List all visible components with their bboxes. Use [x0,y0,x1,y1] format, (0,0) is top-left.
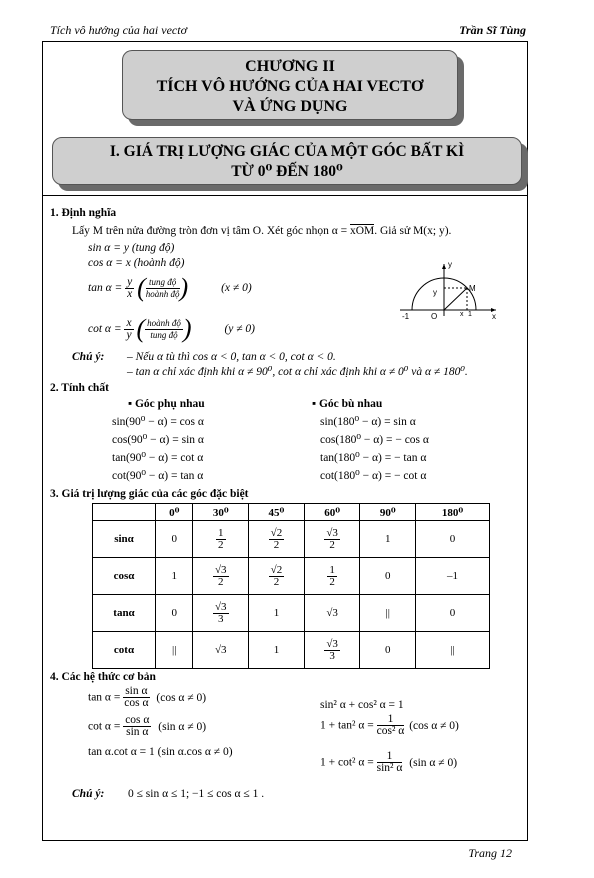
table-cell: –1 [416,558,490,595]
table-cell-fraction [213,565,229,588]
radius-om [444,288,467,310]
fraction-numerator: √2 [270,526,283,539]
table-header-90: 90⁰ [360,504,416,521]
s4-note-label: Chú ý: [72,788,105,800]
fraction-numerator: √3 [215,563,227,576]
s2-left-title: ▪ Góc phụ nhau [128,398,205,410]
s1-intro-a: Lấy M trên nửa đường tròn đơn vị tâm O. Xét góc nhọn α = [72,225,350,237]
unit-circle-diagram [396,258,500,320]
table-cell: 0 [360,558,416,595]
identity-tan [88,686,206,709]
s1-note-1: – Nếu α tù thì cos α < 0, tan α < 0, cot α < 0. [127,351,336,363]
table-row-label: sinα [93,521,156,558]
diagram-y-label: y [433,288,437,297]
tan-den-hoanh: hoành độ [145,288,180,299]
table-row [93,632,490,669]
table-row [93,521,490,558]
table-cell: || [156,632,193,669]
s1-intro [72,224,451,238]
table-cell: 0 [416,521,490,558]
identity-tan-den: cos α [124,697,149,709]
chapter-box [122,50,458,120]
fraction-numerator: √3 [326,526,338,539]
table-cell [249,521,305,558]
diagram-one: 1 [468,311,472,318]
table-cell-fraction [324,528,340,551]
identity-tan-squared [320,714,459,737]
tan-num-y: y [127,275,133,288]
fraction-denominator: 2 [218,575,224,588]
tan-definition [88,275,252,301]
identity-r3-num: 1 [377,751,403,763]
s1-note-2: – tan α chỉ xác định khi α ≠ 90⁰, cot α chỉ xác định khi α ≠ 0⁰ và α ≠ 180⁰. [127,366,468,378]
table-cell [304,521,360,558]
tan-frac-words [146,277,180,300]
s4-title: 4. Các hệ thức cơ bản [50,671,156,683]
identity-r2-frac [377,714,405,737]
fraction-denominator: 2 [329,575,335,588]
cos-definition: cos α = x (hoành độ) [88,257,185,269]
diagram-y-axis: y [448,260,452,269]
fraction-denominator: 3 [218,612,224,625]
table-row [93,595,490,632]
table-header-45: 45⁰ [249,504,305,521]
identity-r2-den: cos² α [376,725,405,737]
table-cell [193,558,249,595]
cot-definition [88,316,255,342]
identity-r2-cond: (cos α ≠ 0) [409,719,459,732]
fraction-denominator: 3 [329,649,335,662]
cot-den-y: y [126,328,132,341]
table-row [93,558,490,595]
fraction-numerator: √3 [326,637,338,650]
tan-frac-yx [125,277,134,300]
s3-title: 3. Giá trị lượng giác của các góc đặc biệt [50,488,249,500]
supplementary-cos: cos(180⁰ − α) = − cos α [320,434,429,446]
cot-num-hoanh: hoành độ [147,317,181,328]
s2-right-title: ▪ Góc bù nhau [312,398,383,410]
tan-condition: (x ≠ 0) [221,282,252,294]
fraction-denominator: 2 [329,538,335,551]
table-cell [193,521,249,558]
cot-num-x: x [126,316,132,329]
section-divider [42,195,528,196]
complementary-cos: cos(90⁰ − α) = sin α [112,434,204,446]
complementary-sin: sin(90⁰ − α) = cos α [112,416,204,428]
identity-cot-cond: (sin α ≠ 0) [158,720,207,733]
fraction-numerator: 1 [329,563,335,576]
identity-tan-frac [123,686,149,709]
table-cell: 1 [249,595,305,632]
table-header-row [93,504,490,521]
fraction-denominator: 2 [218,538,224,551]
s1-intro-b: . Giả sử M(x; y). [374,225,452,237]
identity-cot-lhs: cot α = [88,720,121,733]
diagram-m: M [469,284,476,293]
table-cell [193,595,249,632]
cot-den-tung: tung độ [150,329,178,340]
identity-cot [88,715,206,738]
table-cell: 1 [360,521,416,558]
s1-note-label: Chú ý: [72,351,105,363]
table-header-180: 180⁰ [416,504,490,521]
diagram-x-label: x [460,311,464,318]
supplementary-sin: sin(180⁰ − α) = sin α [320,416,416,428]
tan-paren-close: ) [179,273,189,302]
tan-paren-open: ( [137,273,146,302]
fraction-numerator: 1 [218,526,224,539]
diagram-o: O [431,312,438,320]
table-cell-fraction [327,565,337,588]
identity-r3-cond: (sin α ≠ 0) [409,756,458,769]
table-cell: 1 [156,558,193,595]
fraction-numerator: √3 [215,600,227,613]
identity-r2-lhs: 1 + tan² α = [320,719,374,732]
cot-frac-words [145,318,183,341]
identity-cot-frac [123,715,151,738]
table-cell: √3 [304,595,360,632]
identity-tancot: tan α.cot α = 1 (sin α.cos α ≠ 0) [88,746,233,758]
cot-paren-open: ( [136,314,146,343]
fraction-numerator: √2 [270,563,283,576]
table-cell: || [360,595,416,632]
tan-lhs: tan α = [88,282,123,294]
supplementary-tan: tan(180⁰ − α) = − tan α [320,452,427,464]
table-cell: 0 [156,521,193,558]
table-row-label: cosα [93,558,156,595]
angle-xom: xOM [349,225,375,237]
table-corner [93,504,156,521]
sin-definition: sin α = y (tung độ) [88,242,175,254]
identity-cot-den: sin α [126,726,149,738]
s4-note: 0 ≤ sin α ≤ 1; −1 ≤ cos α ≤ 1 . [128,788,265,800]
table-header-0: 0⁰ [156,504,193,521]
identity-tan-num: sin α [125,685,148,697]
section-box [52,137,522,185]
identity-pythagorean: sin² α + cos² α = 1 [320,699,404,711]
table-cell-fraction [269,528,285,551]
cot-paren-close: ) [182,314,192,343]
chapter-number: CHƯƠNG II [245,58,335,75]
header-title: Tích vô hướng của hai vectơ [50,23,187,37]
identity-cot-num: cos α [125,714,150,726]
y-axis-arrow [442,264,446,269]
table-header-60: 60⁰ [304,504,360,521]
section-subtitle: TỪ 0⁰ ĐẾN 180⁰ [231,163,343,180]
table-cell-fraction [324,639,340,662]
identity-tan-cond: (cos α ≠ 0) [156,691,207,704]
diagram-minus-one: -1 [402,312,410,320]
table-cell: 0 [360,632,416,669]
fraction-denominator: 2 [273,538,280,551]
tan-num-tung: tung độ [146,277,180,289]
table-row-label: cotα [93,632,156,669]
table-cell [304,632,360,669]
header-author: Trần Sĩ Tùng [459,23,526,37]
identity-tan-lhs: tan α = [88,691,121,704]
table-cell: 1 [249,632,305,669]
identity-r3-frac [377,751,403,774]
supplementary-cot: cot(180⁰ − α) = − cot α [320,470,427,482]
cot-lhs: cot α = [88,323,122,335]
tan-den-x: x [127,287,133,300]
identity-r3-den: sin² α [376,762,403,774]
table-cell-fraction [269,565,285,588]
complementary-cot: cot(90⁰ − α) = tan α [112,470,204,482]
chapter-title: TÍCH VÔ HƯỚNG CỦA HAI VECTƠ [156,78,424,95]
table-cell [304,558,360,595]
identity-cot-squared [320,751,457,774]
table-cell: || [416,632,490,669]
table-cell: 0 [156,595,193,632]
identity-r2-num: 1 [377,714,405,726]
table-cell-fraction [216,528,226,551]
special-values-table [92,503,490,669]
section-title: I. GIÁ TRỊ LƯỢNG GIÁC CỦA MỘT GÓC BẤT KÌ [109,143,465,160]
cot-frac-xy [124,318,133,341]
fraction-denominator: 2 [273,575,280,588]
diagram-x-axis: x [492,312,496,320]
s1-title: 1. Định nghĩa [50,207,117,219]
identity-r3-lhs: 1 + cot² α = [320,756,374,769]
table-cell-fraction [213,602,229,625]
table-cell: √3 [193,632,249,669]
table-row-label: tanα [93,595,156,632]
page-number: Trang 12 [468,846,512,860]
cot-condition: (y ≠ 0) [224,323,256,335]
chapter-subtitle: VÀ ỨNG DỤNG [232,98,348,115]
table-cell [249,558,305,595]
s2-title: 2. Tính chất [50,382,109,394]
complementary-tan: tan(90⁰ − α) = cot α [112,452,204,464]
table-cell: 0 [416,595,490,632]
table-header-30: 30⁰ [193,504,249,521]
